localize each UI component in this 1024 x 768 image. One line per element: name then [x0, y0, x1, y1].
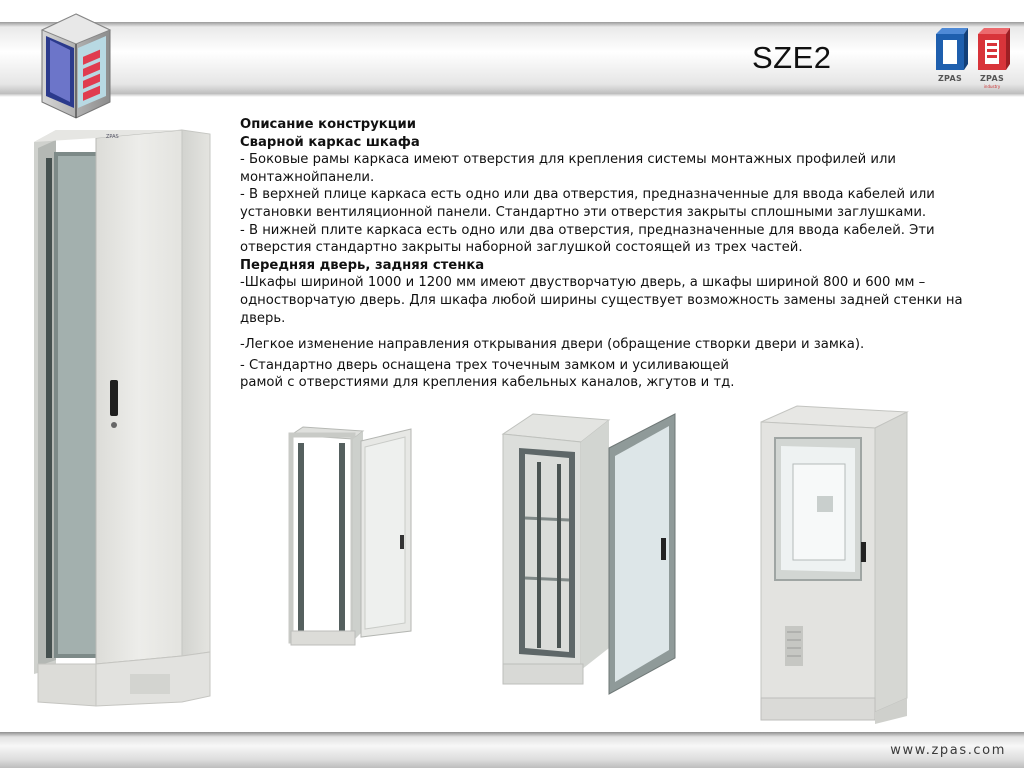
glass-door-cabinet-image: [497, 408, 687, 702]
paragraph-door-types: -Шкафы шириной 1000 и 1200 мм имеют двустворчатую дверь, а шкафы шириной 800 и 600 мм – одностворчатую дверь. Для шкафа любой ширины существует возможность замены задней стенки на дверь.: [240, 275, 963, 326]
window-cabinet-image: [757, 402, 917, 738]
main-cabinet-image: [32, 128, 212, 714]
heading-construction: Описание конструкции: [240, 117, 416, 132]
zpas-logo-blue: ZPAS: [932, 28, 968, 90]
paragraph-side-frames: - Боковые рамы каркаса имеют отверстия для крепления системы монтажных профилей или монтажнойпанели.: [240, 152, 896, 185]
paragraph-lock-a: - Стандартно дверь оснащена трех точечным замком и усиливающей: [240, 357, 729, 373]
paragraph-top-plate: - В верхней плице каркаса есть одно или два отверстия, предназначенные для ввода кабелей или установки вентиляционной панели. Стандартно эти отверстия закрыты сплошными заглушками.: [240, 187, 935, 220]
cabinet-logo-blue-icon: [932, 28, 968, 72]
website-link[interactable]: www.zpas.com: [890, 743, 1006, 758]
heading-welded-frame: Сварной каркас шкафа: [240, 134, 420, 150]
heading-front-door: Передняя дверь, задняя стенка: [240, 257, 485, 273]
slide-title: SZE2: [752, 40, 832, 75]
brand-label: ZPAS: [106, 134, 119, 140]
zpas-logo-red: ZPAS industry: [974, 28, 1010, 90]
cabinet-logo-red-icon: [974, 28, 1010, 72]
paragraph-lock-b: рамой с отверстиями для крепления кабельных каналов, жгутов и тд.: [240, 375, 735, 391]
header-band: [0, 22, 1024, 94]
paragraph-door-reversal: -Легкое изменение направления открывания двери (обращение створки двери и замка).: [240, 337, 865, 353]
open-frame-cabinet-image: [287, 425, 417, 659]
description-text: [240, 116, 1000, 392]
paragraph-bottom-plate: - В нижней плите каркаса есть одно или два отверстия, предназначенные для ввода кабелей. Эти отверстия стандартно закрыты наборной заглушкой состоящей из трех частей.: [240, 222, 935, 256]
emblem-cube-icon: [38, 10, 114, 122]
